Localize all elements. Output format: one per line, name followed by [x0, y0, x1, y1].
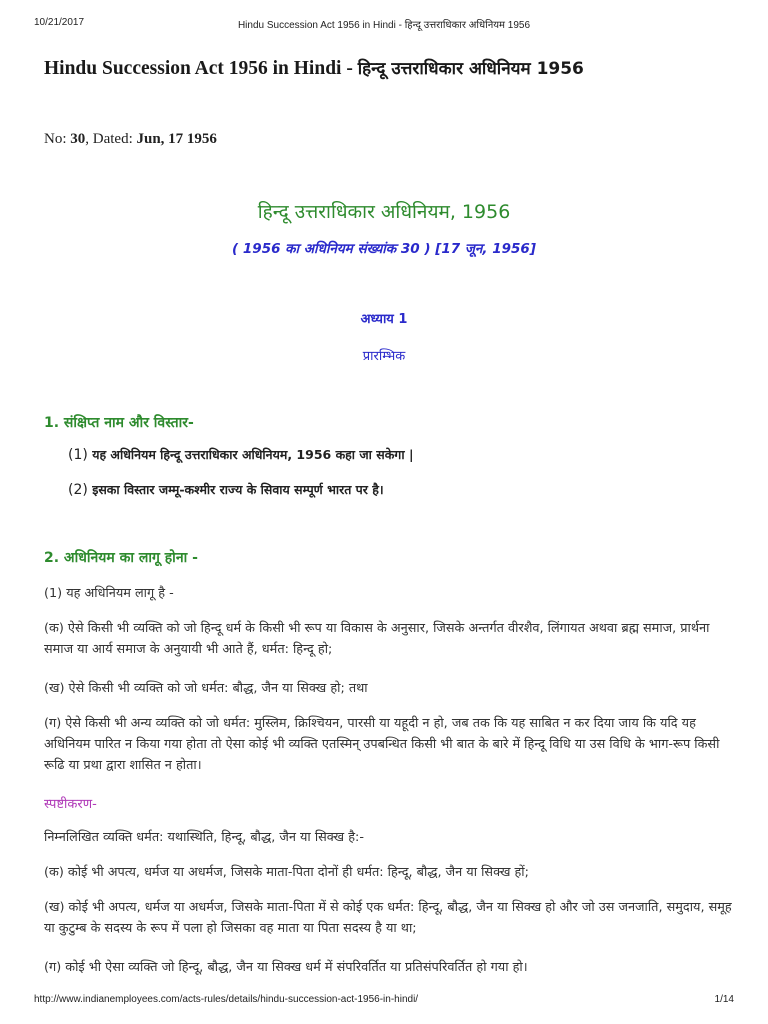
explanation-paragraph: (क) कोई भी अपत्य, धर्मज या अधर्मज, जिसके माता-पिता दोनों ही धर्मत: हिन्दू, बौद्ध, जैन या सिक्ख हों; [44, 865, 529, 880]
item-text: इसका विस्तार जम्मू-कश्मीर राज्य के सिवाय सम्पूर्ण भारत पर है। [87, 482, 384, 497]
chapter-subtitle: प्रारम्भिक [362, 349, 406, 364]
act-dated-value: Jun, 17 1956 [136, 131, 217, 147]
act-title: हिन्दू उत्तराधिकार अधिनियम, 1956 [257, 201, 511, 223]
section-2-paragraph: (ग) ऐसे किसी भी अन्य व्यक्ति को जो धर्मत: मुस्लिम, क्रिश्चियन, पारसी या यहूदी न हो, जब तक कि यह साबित न कर दिया जाय कि यदि यह अधिनियम पारित न किया गया होता तो ऐसा कोई भी व्यक्ति एतस्मिन् उपबन्धित किसी भी बात के बारे में हिन्दू विधि या उस विधि के भाग-रूप किसी रूढि या प्रथा द्वारा शासित न होता। [44, 716, 720, 773]
footer-page-number: 1/14 [714, 994, 734, 1005]
chapter-title: अध्याय 1 [360, 312, 408, 327]
act-no-value: 30 [70, 131, 86, 147]
explanation-paragraph: (ख) कोई भी अपत्य, धर्मज या अधर्मज, जिसके माता-पिता में से कोई एक धर्मत: हिन्दू, बौद्ध, जैन या सिक्ख हो और जो उस जनजाति, समुदाय, समूह या कुटुम्ब के सदस्य के रूप में पला हो जिसका वह माता या पिता सदस्य है या था; [44, 900, 732, 936]
footer-url: http://www.indianemployees.com/acts-rules/details/hindu-succession-act-1956-in-hindi/ [34, 994, 419, 1005]
section-1-heading: 1. संक्षिप्त नाम और विस्तार- [44, 415, 194, 431]
section-2-paragraph: (1) यह अधिनियम लागू है - [44, 586, 174, 601]
page-title-hindi: हिन्दू उत्तराधिकार अधिनियम 1956 [357, 59, 584, 79]
act-dated-label: , Dated: [85, 131, 137, 147]
act-number: ( 1956 का अधिनियम संख्यांक 30 ) [17 जून, 1956] [232, 241, 536, 257]
section-2-heading: 2. अधिनियम का लागू होना - [44, 550, 198, 566]
act-meta [44, 131, 217, 148]
explanation-heading: स्पष्टीकरण- [44, 797, 97, 812]
section-1-item [68, 481, 384, 498]
page-title-english: Hindu Succession Act 1956 in Hindi - [44, 58, 358, 79]
print-header-title: Hindu Succession Act 1956 in Hindi - हिन्दू उत्तराधिकार अधिनियम 1956 [237, 20, 531, 31]
item-text: यह अधिनियम हिन्दू उत्तराधिकार अधिनियम, 1956 कहा जा सकेगा | [87, 447, 414, 462]
section-1-item [68, 446, 414, 463]
section-2-paragraph: (ख) ऐसे किसी भी व्यक्ति को जो धर्मत: बौद्ध, जैन या सिक्ख हो; तथा [44, 681, 368, 696]
page-title [44, 56, 584, 80]
item-number: (2) [68, 482, 88, 498]
print-date: 10/21/2017 [34, 17, 85, 28]
section-2-paragraph: (क) ऐसे किसी भी व्यक्ति को जो हिन्दू धर्म के किसी भी रूप या विकास के अनुसार, जिसके अन्तर्गत वीरशैव, लिंगायत अथवा ब्रह्म समाज, प्रार्थना समाज या आर्य समाज के अनुयायी भी आते हैं, धर्मत: हिन्दू हो; [44, 621, 710, 657]
explanation-paragraph: (ग) कोई भी ऐसा व्यक्ति जो हिन्दू, बौद्ध, जैन या सिक्ख धर्म में संपरिवर्तित या प्रतिसंपरिवर्तित हो गया हो। [44, 960, 528, 975]
explanation-paragraph: निम्नलिखित व्यक्ति धर्मत: यथास्थिति, हिन्दू, बौद्ध, जैन या सिक्ख है:- [44, 830, 364, 845]
act-no-label: No: [44, 131, 71, 147]
item-number: (1) [68, 447, 88, 463]
